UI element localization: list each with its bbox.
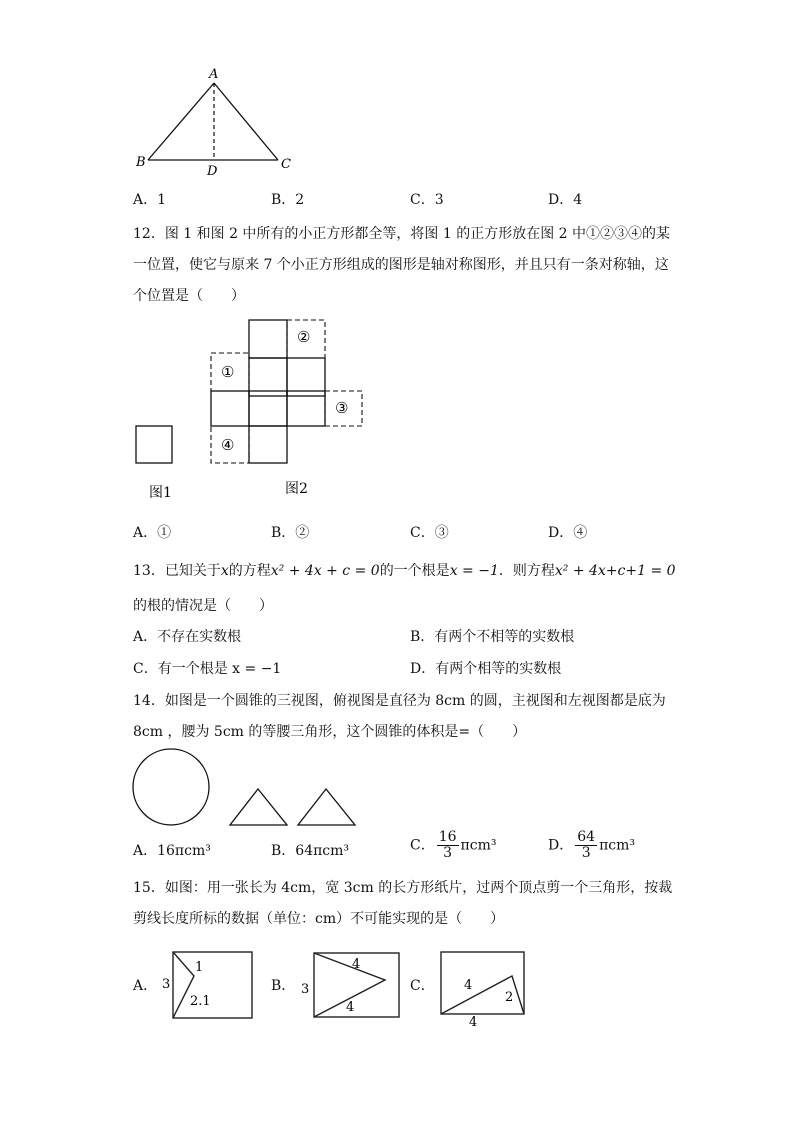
- q13-option-b[interactable]: B．有两个不相等的实数根: [410, 629, 575, 645]
- q15-text-line1: 15．如图：用一张长为 4cm，宽 3cm 的长方形纸片，过两个顶点剪一个三角形，按裁: [133, 880, 673, 896]
- fig-b-side: 3: [301, 982, 310, 997]
- q14-option-b[interactable]: B．64πcm³: [271, 843, 350, 859]
- q13-option-c[interactable]: C．有一个根是 x = −1: [133, 661, 282, 677]
- q12-text-line2: 一位置，使它与原来 7 个小正方形组成的图形是轴对称图形，并且只有一条对称轴，这: [133, 257, 669, 273]
- fig-b-top: 4: [352, 957, 361, 972]
- q12-option-c[interactable]: C．③: [410, 525, 449, 541]
- mark-3: ③: [335, 399, 349, 417]
- fig-c-right: 2: [505, 990, 514, 1005]
- label-d: D: [207, 164, 218, 179]
- label-b: B: [136, 155, 146, 170]
- label-a: A: [209, 67, 219, 82]
- q14-option-a[interactable]: A．16πcm³: [133, 843, 211, 859]
- q15-text-line2: 剪线长度所标的数据（单位：cm）不可能实现的是（ ）: [133, 911, 505, 927]
- fig-c-bottom: 4: [469, 1015, 478, 1030]
- q12-text-line1: 12．图 1 和图 2 中所有的小正方形都全等，将图 1 的正方形放在图 2 中①②③④的某: [133, 226, 671, 242]
- rectangle-figure-c: [436, 948, 531, 1030]
- q15-option-b[interactable]: B．: [271, 978, 296, 994]
- q11-option-c[interactable]: C．3: [410, 192, 444, 208]
- mark-4: ④: [221, 436, 235, 454]
- fig1-caption: 图1: [149, 485, 172, 501]
- q11-option-b[interactable]: B．2: [271, 192, 305, 208]
- q13-text-line1: 13．已知关于x的方程x² + 4x + c = 0的一个根是x = −1．则方程x² + 4x+c+1 = 0: [133, 563, 676, 579]
- fig-b-bottom: 4: [346, 1000, 355, 1015]
- fig-a-top: 1: [195, 960, 204, 975]
- mark-2: ②: [297, 328, 311, 346]
- fig-c-diag: 4: [464, 978, 473, 993]
- fig-a-bottom: 2.1: [190, 994, 211, 1009]
- q11-option-d[interactable]: D．4: [548, 192, 583, 208]
- triangle-abc-figure: [130, 62, 300, 180]
- q12-option-a[interactable]: A．①: [133, 525, 172, 541]
- fig2-caption: 图2: [285, 481, 308, 497]
- label-c: C: [281, 157, 291, 172]
- q14-option-d[interactable]: D． $\frac{64}{3}$ πcm³: [548, 829, 635, 861]
- mark-1: ①: [221, 363, 235, 381]
- q12-text-line3: 个位置是（ ）: [133, 288, 245, 304]
- rectangle-figure-a: [158, 948, 258, 1023]
- q14-option-c[interactable]: C． $\frac{16}{3}$ πcm³: [410, 829, 497, 861]
- cone-three-views: [128, 748, 368, 830]
- q14-text-line2: 8cm ，腰为 5cm 的等腰三角形，这个圆锥的体积是=（ ）: [133, 724, 527, 740]
- q11-option-a[interactable]: A．1: [133, 192, 167, 208]
- q14-text-line1: 14．如图是一个圆锥的三视图，俯视图是直径为 8cm 的圆，主视图和左视图都是底为: [133, 693, 666, 709]
- q12-option-d[interactable]: D．④: [548, 525, 588, 541]
- q13-option-a[interactable]: A．不存在实数根: [133, 629, 242, 645]
- q15-option-a[interactable]: A．: [133, 978, 158, 994]
- rectangle-figure-b: [296, 948, 406, 1023]
- q12-option-b[interactable]: B．②: [271, 525, 310, 541]
- squares-figure: [128, 315, 378, 505]
- fig-a-side: 3: [162, 977, 171, 992]
- q13-option-d[interactable]: D．有两个相等的实数根: [410, 661, 562, 677]
- q13-text-line2: 的根的情况是（ ）: [133, 598, 273, 614]
- q15-option-c[interactable]: C．: [410, 978, 435, 994]
